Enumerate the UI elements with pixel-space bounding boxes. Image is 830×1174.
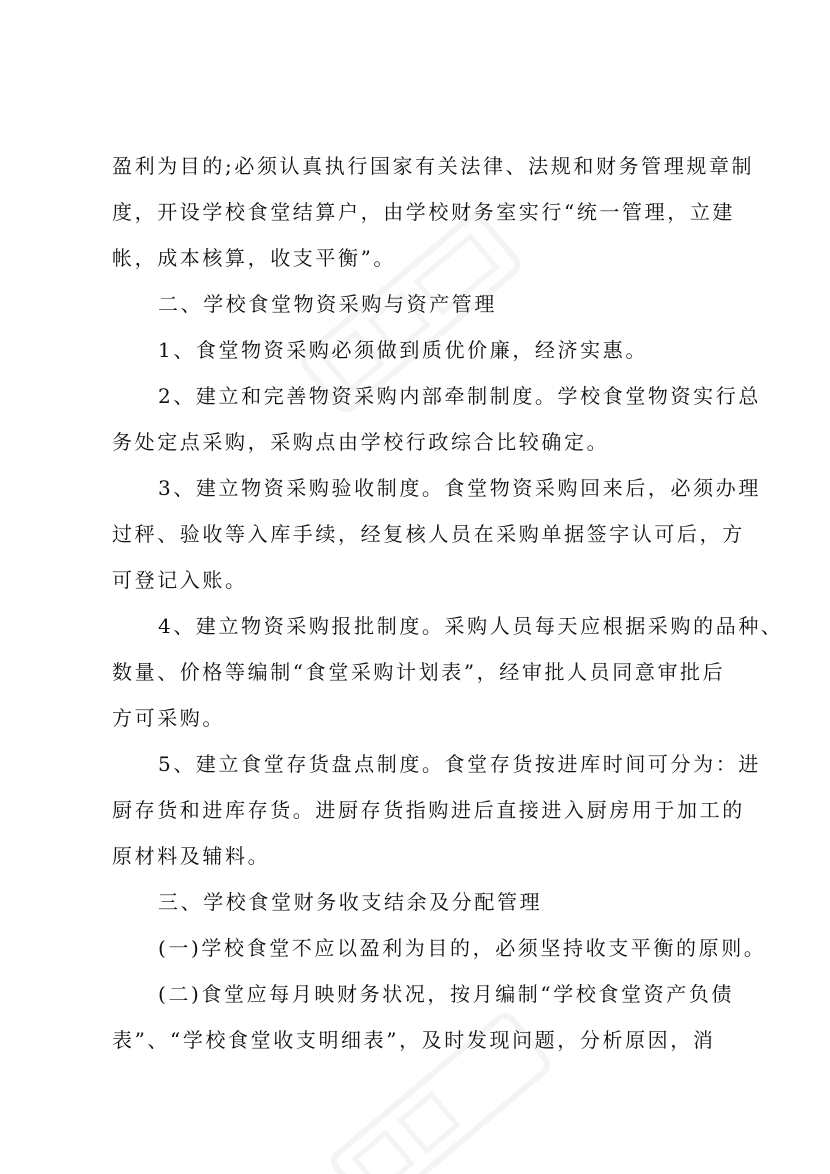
text-line: 1、食堂物资采购必须做到质优价廉，经济实惠。: [158, 338, 648, 362]
text-line: 帐，成本核算，收支平衡”。: [112, 246, 397, 270]
text-line: 方可采购。: [112, 706, 225, 730]
text-line: 3、建立物资采购验收制度。食堂物资采购回来后，必须办理: [158, 476, 761, 500]
text-line: 2、建立和完善物资采购内部牵制制度。学校食堂物资实行总: [158, 384, 761, 408]
text-line: 表”、“学校食堂收支明细表”，及时发现问题，分析原因，消: [112, 1028, 716, 1052]
text-line: 度，开设学校食堂结算户，由学校财务室实行“统一管理，立建: [112, 200, 736, 224]
text-line: 盈利为目的;必须认真执行国家有关法律、法规和财务管理规章制: [112, 154, 755, 178]
text-line: 过秤、验收等入库手续，经复核人员在采购单据签字认可后，方: [112, 522, 745, 546]
text-line: 5、建立食堂存货盘点制度。食堂存货按进库时间可分为：进: [158, 752, 761, 776]
text-line: 原材料及辅料。: [112, 844, 271, 868]
section-heading: 三、学校食堂财务收支结余及分配管理: [158, 890, 543, 914]
section-heading: 二、学校食堂物资采购与资产管理: [158, 292, 497, 316]
text-line: 务处定点采购，采购点由学校行政综合比较确定。: [112, 430, 610, 454]
text-line: (二)食堂应每月映财务状况，按月编制“学校食堂资产负债: [158, 982, 735, 1006]
text-line: 可登记入账。: [112, 568, 248, 592]
text-line: 厨存货和进库存货。进厨存货指购进后直接进入厨房用于加工的: [112, 798, 745, 822]
text-line: 数量、价格等编制“食堂采购计划表”，经审批人员同意审批后: [112, 660, 726, 684]
text-line: 4、建立物资采购报批制度。采购人员每天应根据采购的品种、: [158, 614, 784, 638]
text-line: (一)学校食堂不应以盈利为目的，必须坚持收支平衡的原则。: [158, 936, 767, 960]
